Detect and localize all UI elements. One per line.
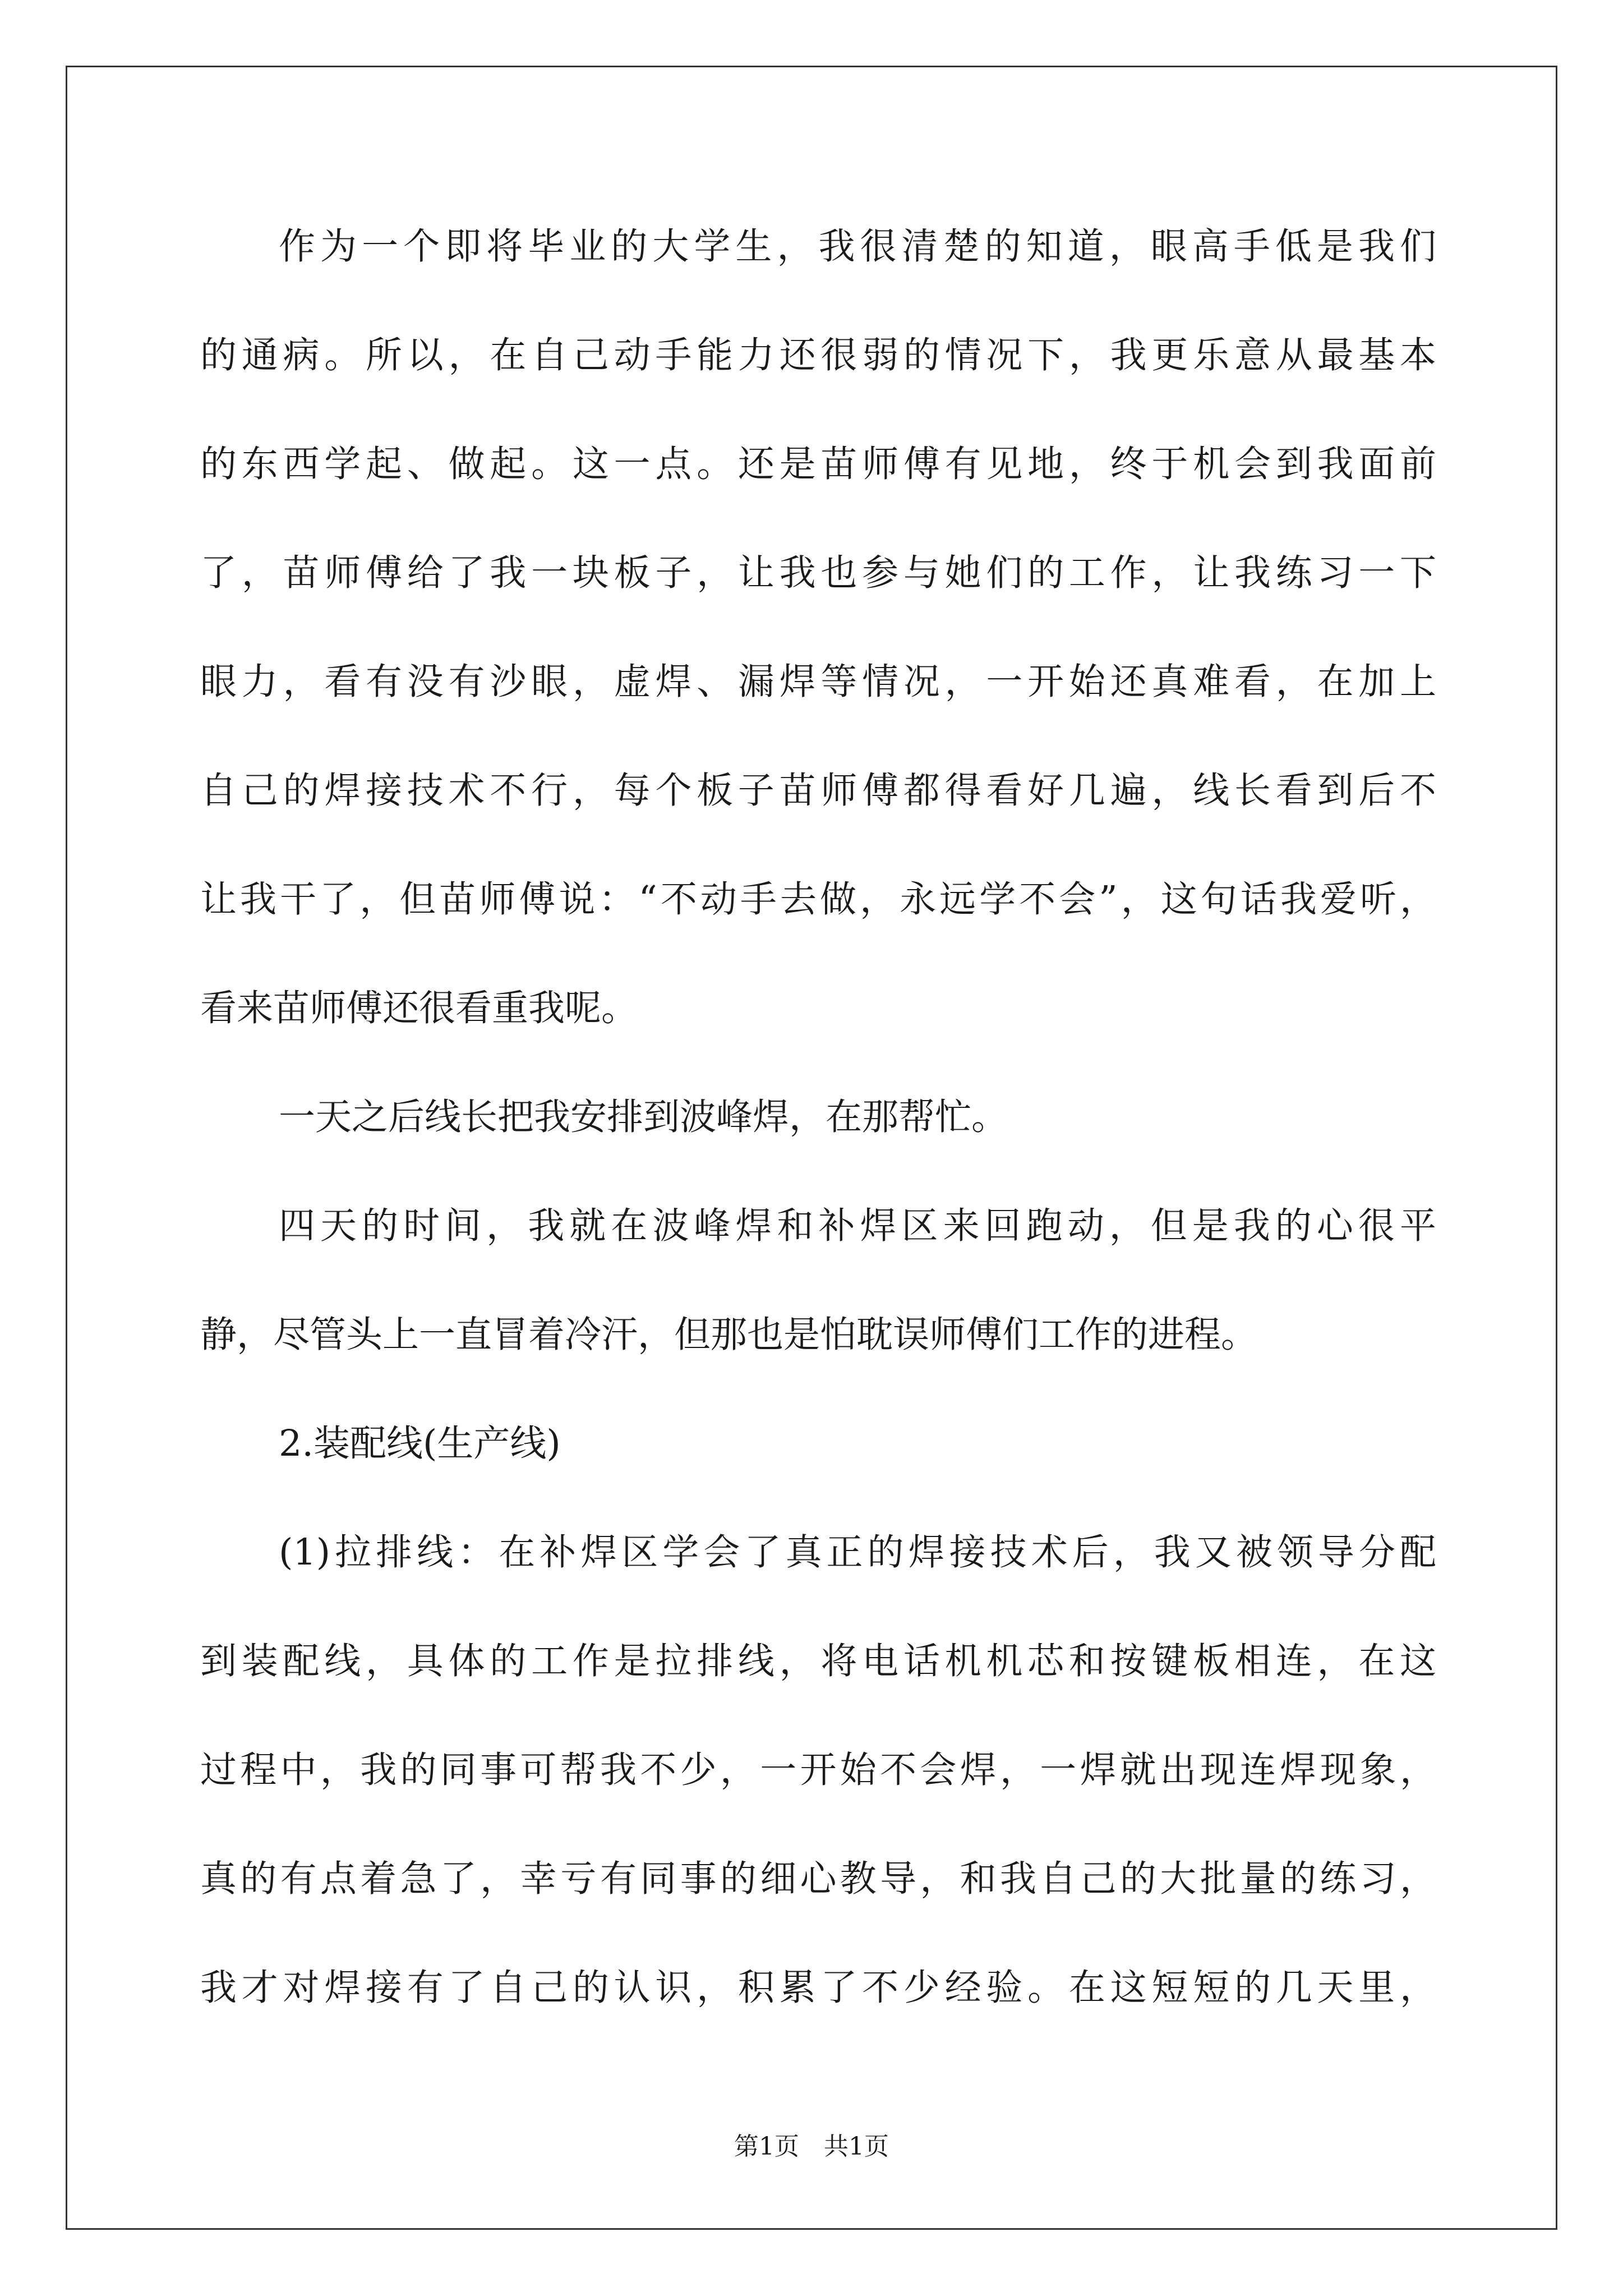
- text-line: 自己的焊接技术不行，每个板子苗师傅都得看好几遍，线长看到后不: [200, 770, 1436, 812]
- text-line: 我才对焊接有了自己的认识，积累了不少经验。在这短短的几天里，: [200, 1967, 1436, 2009]
- page-border: [66, 66, 1557, 2230]
- text-line: 作为一个即将毕业的大学生，我很清楚的知道，眼高手低是我们: [279, 226, 1436, 268]
- text-line: 真的有点着急了，幸亏有同事的细心教导，和我自己的大批量的练习，: [200, 1858, 1436, 1900]
- text-line: (1)拉排线：在补焊区学会了真正的焊接技术后，我又被领导分配: [279, 1531, 1436, 1573]
- text-line: 的通病。所以，在自己动手能力还很弱的情况下，我更乐意从最基本: [200, 334, 1436, 376]
- text-line: 了，苗师傅给了我一块板子，让我也参与她们的工作，让我练习一下: [200, 552, 1436, 594]
- text-line: 一天之后线长把我安排到波峰焊，在那帮忙。: [279, 1096, 1008, 1138]
- page-number-footer: 第1页 共1页: [734, 2132, 889, 2161]
- section-heading: 2.装配线(生产线): [279, 1423, 561, 1465]
- text-line: 的东西学起、做起。这一点。还是苗师傅有见地，终于机会到我面前: [200, 443, 1436, 485]
- text-line: 静，尽管头上一直冒着冷汗，但那也是怕耽误师傅们工作的进程。: [200, 1314, 1258, 1356]
- text-line: 眼力，看有没有沙眼，虚焊、漏焊等情况，一开始还真难看，在加上: [200, 661, 1436, 703]
- text-line: 到装配线，具体的工作是拉排线，将电话机机芯和按键板相连，在这: [200, 1640, 1436, 1682]
- text-line: 过程中，我的同事可帮我不少，一开始不会焊，一焊就出现连焊现象，: [200, 1749, 1436, 1791]
- text-line: 四天的时间，我就在波峰焊和补焊区来回跑动，但是我的心很平: [279, 1205, 1436, 1247]
- text-line: 让我干了，但苗师傅说：“不动手去做，永远学不会”，这句话我爱听，: [200, 878, 1436, 921]
- text-line: 看来苗师傅还很看重我呢。: [200, 987, 638, 1029]
